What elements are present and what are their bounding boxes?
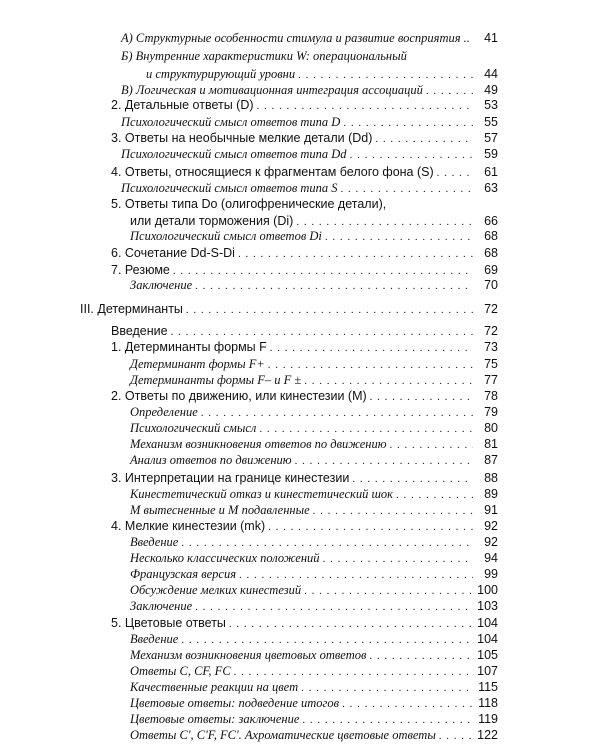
toc-entry [130, 436, 498, 453]
toc-entry-label: Французская версия [130, 567, 237, 581]
toc-entry [130, 566, 498, 583]
toc-entry [130, 711, 498, 728]
toc-entry [121, 146, 498, 163]
toc-entry-label: 2. Детальные ответы (D) [111, 98, 254, 112]
toc-entry-page: 78 [484, 389, 498, 403]
toc-entry-label: Несколько классических положений [130, 551, 320, 565]
toc-entry [130, 679, 498, 696]
toc-entry [130, 404, 498, 421]
toc-entry [121, 180, 498, 197]
toc-entry-label: Психологический смысл ответов типа S [121, 181, 338, 195]
toc-entry [130, 452, 498, 469]
toc-entry-label: Введение [111, 324, 168, 338]
toc-entry [111, 323, 498, 340]
toc-entry-page: 79 [484, 405, 498, 419]
toc-entry-page: 44 [484, 67, 498, 81]
toc-entry-page: 63 [484, 181, 498, 195]
toc-entry-leader [439, 728, 473, 745]
toc-entry-page: 107 [477, 664, 498, 678]
toc-entry [111, 196, 386, 213]
toc-entry [130, 277, 498, 294]
toc-entry-page: 77 [484, 373, 498, 387]
toc-entry [130, 695, 498, 712]
toc-entry-label: Механизм возникновения цветовых ответов [130, 648, 367, 662]
toc-entry-label: Заключение [130, 599, 193, 613]
toc-entry-page: 87 [484, 453, 498, 467]
toc-entry-label: 3. Ответы на необычные мелкие детали (Dd) [111, 131, 373, 145]
toc-entry-label: 4. Ответы, относящиеся к фрагментам белого фона (S) [111, 165, 434, 179]
toc-entry [146, 66, 498, 83]
toc-entry-label: Психологический смысл ответов типа D [121, 115, 341, 129]
toc-entry [130, 502, 498, 519]
toc-entry [130, 486, 498, 503]
toc-entry-leader [270, 340, 473, 357]
toc-entry-label: Б) Внутренние характеристики W: операциональный [121, 49, 407, 63]
toc-entry [130, 727, 498, 744]
toc-entry-label: III. Детерминанты [80, 302, 183, 316]
toc-entry-label: 6. Сочетание Dd-S-Di [111, 246, 235, 260]
toc-entry-leader [350, 147, 473, 164]
toc-entry [130, 372, 498, 389]
toc-entry [130, 598, 498, 615]
toc-entry [130, 356, 498, 373]
toc-entry-label: Детерминант формы F+ [130, 357, 265, 371]
toc-entry-label: 7. Резюме [111, 263, 170, 277]
toc-entry [111, 164, 498, 181]
toc-entry-page: 68 [484, 246, 498, 260]
toc-entry [111, 245, 498, 262]
toc-entry-label: и структурирующий уровни [146, 67, 296, 81]
toc-entry-page: 119 [478, 712, 498, 726]
toc-entry-page: 104 [477, 632, 498, 646]
toc-entry-label: Детерминанты формы F– и F ± [130, 373, 302, 387]
toc-entry-label: 1. Детерминанты формы F [111, 340, 267, 354]
toc-entry-page: 59 [484, 147, 498, 161]
toc-entry-page: 75 [484, 357, 498, 371]
toc-entry [80, 301, 498, 318]
toc-entry-page: 104 [477, 616, 498, 630]
toc-entry-page: 91 [484, 503, 498, 517]
toc-entry-page: 72 [484, 324, 498, 338]
toc-entry-leader [195, 278, 473, 295]
toc-entry-label: Психологический смысл ответов типа Dd [121, 147, 347, 161]
toc-entry-label: 3. Интерпретации на границе кинестезии [111, 471, 350, 485]
toc-entry-page: 88 [484, 471, 498, 485]
toc-entry-page: 81 [484, 437, 498, 451]
toc-entry-label: 2. Ответы по движению, или кинестезии (M) [111, 389, 367, 403]
toc-entry-page: 41 [484, 31, 498, 45]
toc-entry-label: Механизм возникновения ответов по движению [130, 437, 387, 451]
toc-entry-page: 99 [484, 567, 498, 581]
toc-entry-page: 92 [484, 535, 498, 549]
toc-entry-page: 68 [484, 229, 498, 243]
toc-entry-leader [257, 98, 473, 115]
toc-entry-label: Введение [130, 632, 179, 646]
toc-entry-page: 105 [477, 648, 498, 662]
toc-entry-label: Психологический смысл ответов Di [130, 229, 322, 243]
toc-entry-label: Заключение [130, 278, 193, 292]
toc-entry-label: Цветовые ответы: заключение [130, 712, 300, 726]
toc-entry [130, 647, 498, 664]
toc-entry-label: Обсуждение мелких кинестезий [130, 583, 302, 597]
toc-entry-leader [325, 229, 473, 246]
toc-entry-page: 53 [484, 98, 498, 112]
toc-entry-label: Определение [130, 405, 198, 419]
toc-entry-page: 89 [484, 487, 498, 501]
toc-entry [130, 550, 498, 567]
toc-entry [130, 582, 498, 599]
toc-entry-label: 5. Цветовые ответы [111, 616, 226, 630]
toc-entry [111, 615, 498, 632]
toc-entry-page: 49 [484, 83, 498, 97]
toc-entry-leader [195, 599, 473, 616]
toc-entry-label: Психологический смысл [130, 421, 257, 435]
toc-entry-page: 100 [477, 583, 498, 597]
toc-entry [111, 97, 498, 114]
toc-entry [111, 388, 498, 405]
toc-entry-page: 73 [484, 340, 498, 354]
toc-entry-page: 92 [484, 519, 498, 533]
toc-entry [121, 114, 498, 131]
toc-entry [130, 534, 498, 551]
toc-entry-page: 61 [484, 165, 498, 179]
toc-entry-page: 103 [477, 599, 498, 613]
toc-entry [130, 228, 498, 245]
toc-entry-label: Введение [130, 535, 179, 549]
toc-entry-page: 115 [478, 680, 498, 694]
toc-entry-label: 4. Мелкие кинестезии (mk) [111, 519, 266, 533]
toc-entry [130, 631, 498, 648]
toc-entry-page: 122 [477, 728, 498, 742]
toc-entry-label: Ответы C', C'F, FC'. Ахроматические цветовые ответы [130, 728, 436, 742]
toc-entry [111, 518, 498, 535]
toc-entry [111, 470, 498, 487]
toc-entry-leader [186, 302, 473, 319]
toc-entry [121, 30, 498, 47]
toc-entry-page: 72 [484, 302, 498, 316]
toc-entry-label: или детали торможения (Di) [130, 214, 294, 228]
toc-entry-page: 57 [484, 131, 498, 145]
toc-entry [111, 130, 498, 147]
toc-entry-label: Цветовые ответы: подведение итогов [130, 696, 340, 710]
toc-entry-page: 80 [484, 421, 498, 435]
toc-entry-leader [238, 246, 473, 263]
toc-entry [111, 339, 498, 356]
toc-entry-label: Анализ ответов по движению [130, 453, 292, 467]
toc-entry [130, 663, 498, 680]
toc-entry-label: Кинестетический отказ и кинестетический шок [130, 487, 393, 501]
toc-entry-label: M вытесненные и M подавленные [130, 503, 310, 517]
toc-entry-label: А) Структурные особенности стимула и развитие восприятия .. [121, 31, 470, 45]
toc-entry-label: В) Логическая и мотивационная интеграция ассоциаций [121, 83, 423, 97]
toc-entry-label: Качественные реакции на цвет [130, 680, 299, 694]
toc-entry-page: 55 [484, 115, 498, 129]
toc-entry-leader [295, 453, 473, 470]
toc-entry [121, 48, 407, 65]
toc-entry-page: 70 [484, 278, 498, 292]
toc-entry-page: 94 [484, 551, 498, 565]
toc-entry-page: 118 [478, 696, 498, 710]
toc-entry-label: Ответы C, CF, FC [130, 664, 231, 678]
toc-entry [130, 420, 498, 437]
toc-entry-label: 5. Ответы типа Do (олигофренические детали), [111, 197, 387, 211]
toc-entry-page: 66 [484, 214, 498, 228]
toc-entry-page: 69 [484, 263, 498, 277]
